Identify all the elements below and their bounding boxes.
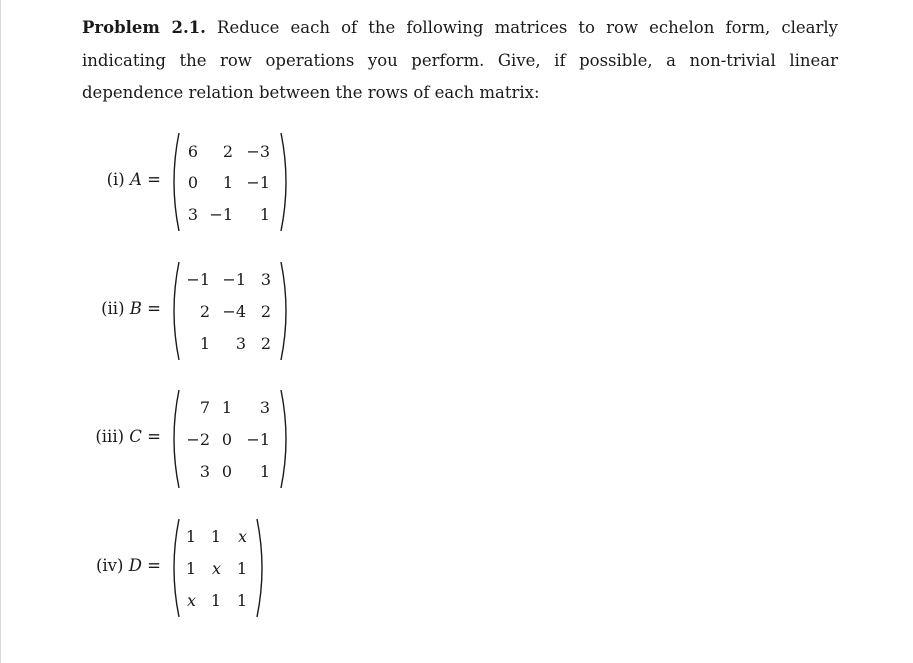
matrix-cell: 0: [187, 173, 198, 192]
matrix-d-block: [0, 518, 913, 618]
matrix-cell: 1: [259, 462, 270, 481]
matrix-cell: 1: [259, 205, 270, 224]
matrix-cell: −1: [246, 430, 270, 449]
matrix-d: [168, 518, 268, 618]
matrix-cell: −1: [186, 270, 210, 289]
matrix-cell: 1: [222, 173, 233, 192]
matrix-cell: 1: [185, 527, 196, 546]
matrix-cell: −2: [186, 430, 210, 449]
matrix-cell: −1: [246, 173, 270, 192]
matrix-b-block: [0, 261, 913, 361]
right-paren-icon: [278, 132, 292, 232]
matrix-cell: 1: [236, 559, 247, 578]
matrix-c-label: (iii) C =: [95, 427, 161, 446]
matrix-cell: 1: [185, 559, 196, 578]
matrix-cell: 3: [235, 334, 246, 353]
right-paren-icon: [254, 518, 268, 618]
matrix-a: [168, 132, 292, 232]
matrix-cell: 1: [236, 591, 247, 610]
matrix-cell: 1: [199, 334, 210, 353]
matrix-c: [168, 389, 292, 489]
matrix-cell: −4: [222, 302, 246, 321]
matrix-cell: 0: [221, 430, 232, 449]
problem-statement: [82, 12, 838, 110]
matrix-cell: x: [237, 527, 247, 546]
matrix-cell: −1: [209, 205, 233, 224]
right-paren-icon: [278, 261, 292, 361]
matrix-cell: 6: [187, 142, 198, 161]
matrix-cell: −1: [222, 270, 246, 289]
matrix-cell: x: [186, 591, 196, 610]
problem-body: Reduce each of the following matrices to row echelon form, clearly indicating the row operations you perform. Give, if possible, a non-trivial linear dependence relation between the rows of each matrix:: [82, 18, 839, 102]
matrix-cell: 3: [187, 205, 198, 224]
right-paren-icon: [278, 389, 292, 489]
matrix-c-block: [0, 389, 913, 489]
matrix-cell: x: [211, 559, 221, 578]
matrix-cell: 3: [199, 462, 210, 481]
matrix-cell: 1: [210, 591, 221, 610]
matrix-cell: 2: [199, 302, 210, 321]
matrix-cell: 3: [260, 270, 271, 289]
matrix-cell: 1: [210, 527, 221, 546]
problem-heading: Problem 2.1.: [82, 18, 206, 37]
matrix-cell: 1: [221, 398, 232, 417]
matrix-d-label: (iv) D =: [95, 556, 161, 575]
matrix-cell: 3: [259, 398, 270, 417]
matrix-b-label: (ii) B =: [101, 299, 161, 318]
matrix-cell: 2: [222, 142, 233, 161]
matrix-a-label: (i) A =: [106, 170, 161, 189]
matrix-cell: −3: [246, 142, 270, 161]
matrix-a-block: [0, 132, 913, 232]
matrix-b: [168, 261, 292, 361]
matrix-cell: 2: [260, 334, 271, 353]
matrix-cell: 0: [221, 462, 232, 481]
matrix-cell: 2: [260, 302, 271, 321]
matrix-cell: 7: [199, 398, 210, 417]
